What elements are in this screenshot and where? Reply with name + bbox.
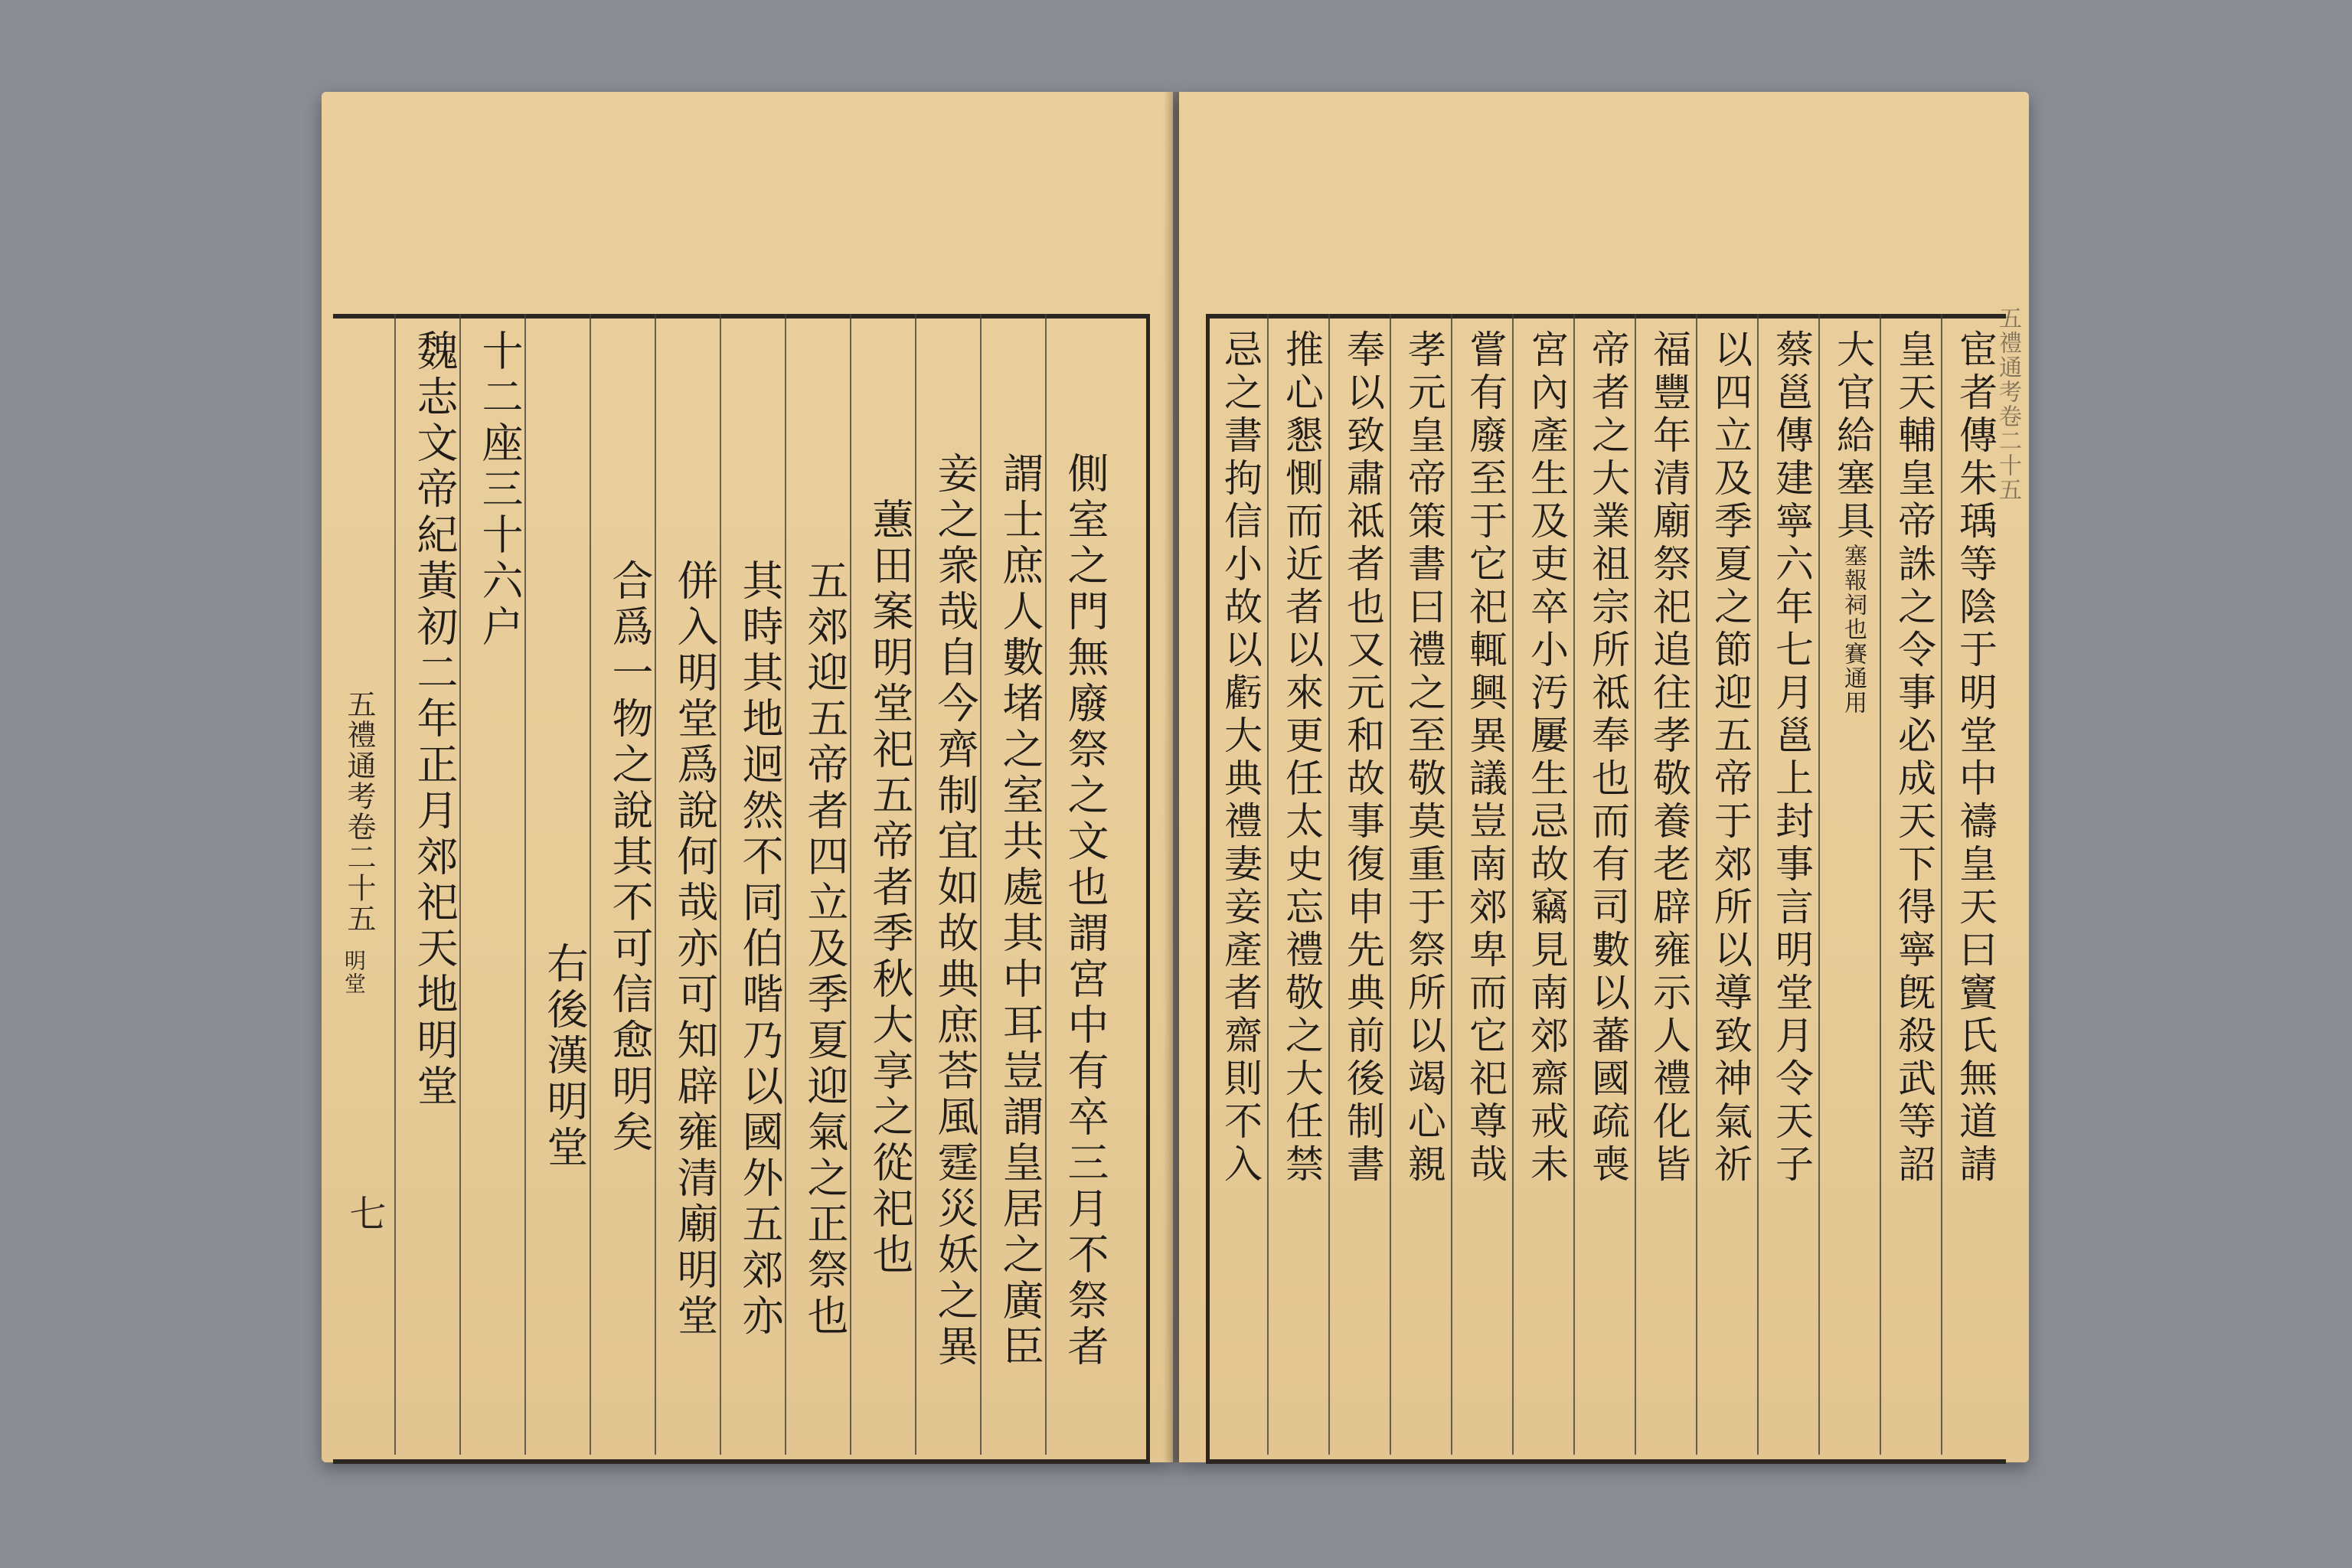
right-col-7: 帝者之大業祖宗所祗奉也而有司數以蕃國疏喪 [1586, 329, 1630, 1187]
right-page [1179, 92, 2029, 1462]
right-col-4: 蔡邕傳建寧六年七月邕上封事言明堂月令天子 [1769, 329, 1814, 1187]
left-margin-section: 明堂 [341, 949, 367, 995]
right-col-11: 奉以致肅祗者也又元和故事復申先典前後制書 [1341, 329, 1385, 1187]
right-col-5: 以四立及季夏之節迎五帝于郊所以導致神氣祈 [1708, 329, 1753, 1187]
open-book [322, 92, 2029, 1470]
left-col-2: 謂士庶人數堵之室共處其中耳豈謂皇居之廣臣 [996, 452, 1044, 1370]
left-col-5: 五郊迎五帝者四立及季夏迎氣之正祭也 [801, 559, 849, 1340]
left-col-9: 右後漢明堂 [541, 942, 589, 1171]
left-page-number: 七 [343, 1194, 386, 1233]
right-col-9: 嘗有廢至于它祀輒興異議豈南郊卑而它祀尊哉 [1463, 329, 1508, 1187]
left-col-12: 十二座三十六户 [475, 329, 524, 651]
left-col-1: 側室之門無廢祭之文也謂宮中有卒三月不祭者 [1061, 452, 1109, 1370]
left-col-8: 合爲一物之說其不可信愈明矣 [606, 559, 654, 1156]
right-col-3: 大官給塞具 [1831, 329, 1875, 544]
right-col-8: 宮內產生及吏卒小汚屢生忌故竊見南郊齋戒未 [1524, 329, 1569, 1187]
left-col-6: 其時其地迥然不同伯喈乃以國外五郊亦 [736, 559, 784, 1340]
right-small-note: 塞報祠也賽通用 [1840, 544, 1867, 715]
right-col-10: 孝元皇帝策書曰禮之至敬莫重于祭所以竭心親 [1402, 329, 1446, 1187]
left-col-7: 併入明堂爲說何哉亦可知辟雍清廟明堂 [671, 559, 719, 1340]
left-col-3: 妾之衆哉自今齊制宜如故典庶荅風霆災妖之異 [931, 452, 979, 1370]
right-col-12: 推心懇惻而近者以來更任太史忘禮敬之大任禁 [1279, 329, 1324, 1187]
right-col-2: 皇天輔皇帝誅之令事必成天下得寧旣殺武等詔 [1892, 329, 1936, 1187]
left-col-4: 蕙田案明堂祀五帝者季秋大享之從祀也 [866, 498, 914, 1279]
right-col-1: 宦者傳朱瑀等陰于明堂中禱皇天曰竇氏無道請 [1953, 329, 1998, 1187]
left-page [322, 92, 1173, 1462]
right-margin-title: 五禮通考卷二十五 [1994, 306, 2021, 502]
right-col-13: 忌之書拘信小故以虧大典禮妻妾產者齋則不入 [1218, 329, 1263, 1187]
left-margin-title: 五禮通考卷二十五 [342, 689, 376, 934]
right-col-6: 福豐年清廟祭祀追往孝敬養老辟雍示人禮化皆 [1647, 329, 1691, 1187]
left-col-13: 魏志文帝紀黃初二年正月郊祀天地明堂 [410, 329, 459, 1110]
